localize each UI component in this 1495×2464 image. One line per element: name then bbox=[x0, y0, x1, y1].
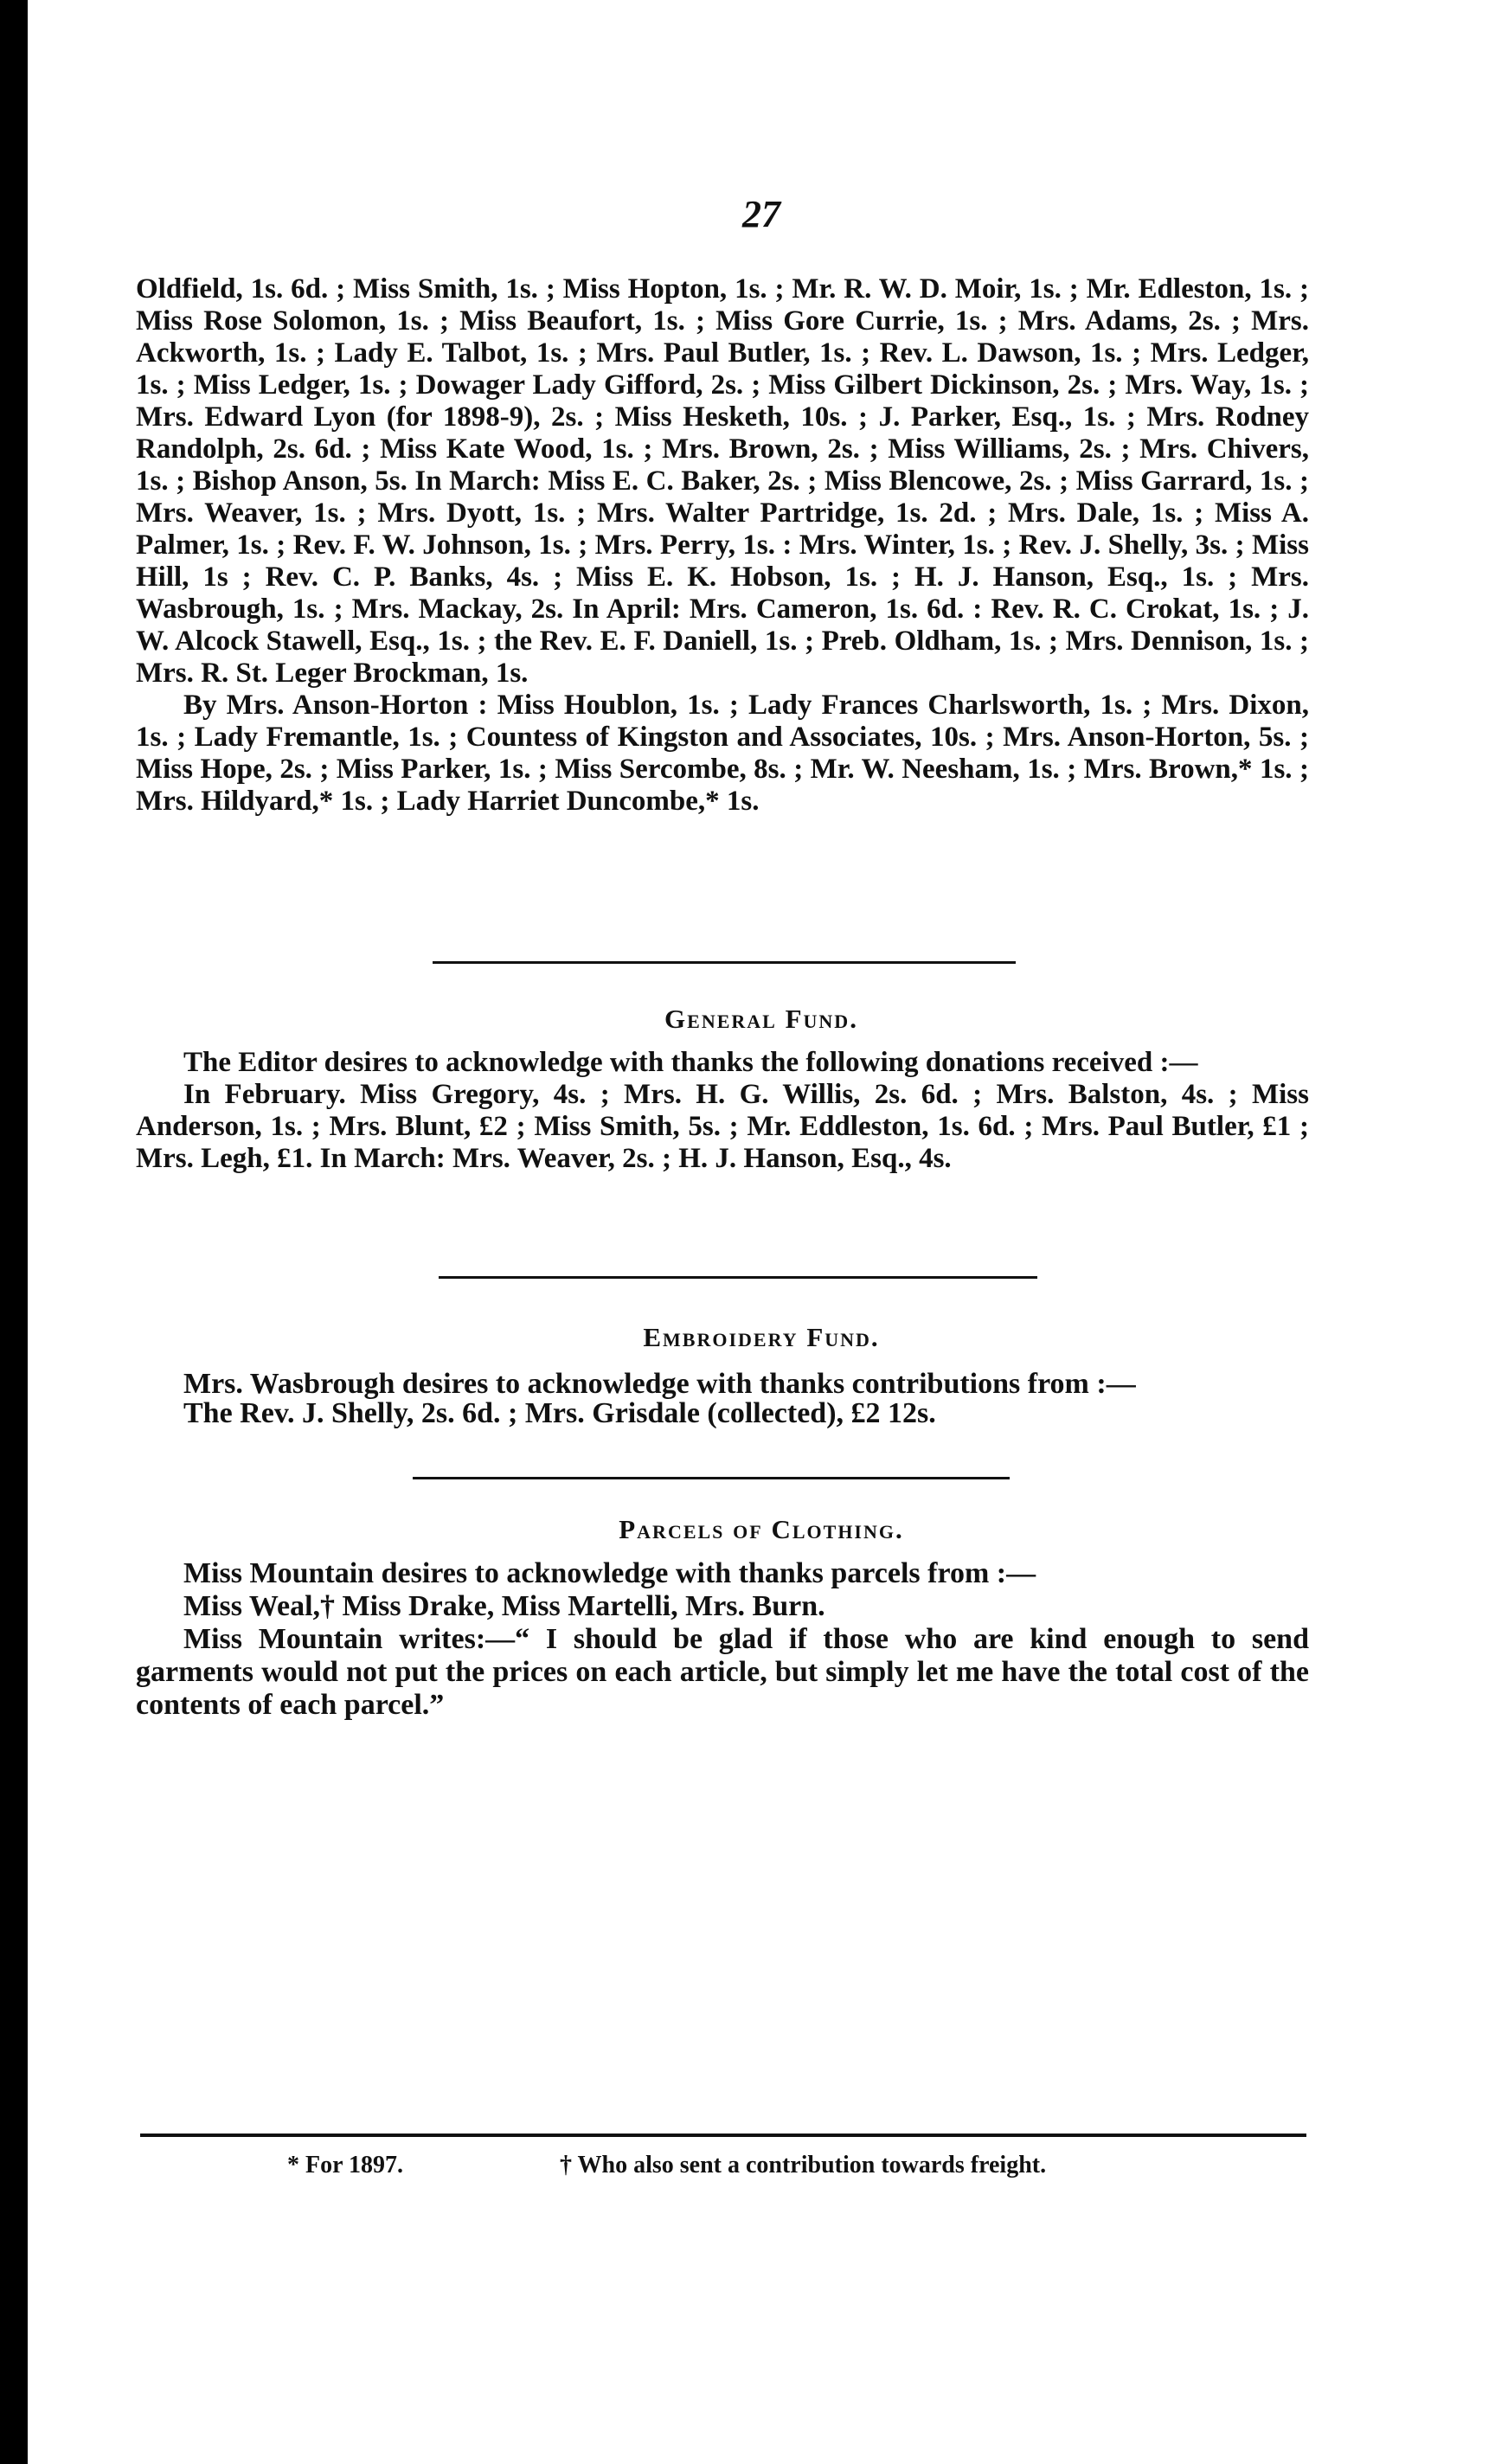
parcels-request: Miss Mountain writes:—“ I should be glad if those who are kind enough to send garments would not put the prices on each article, but simply let me have the total cost of the contents of each parcel.” bbox=[136, 1623, 1309, 1721]
footnote-rule bbox=[140, 2134, 1306, 2137]
general-fund-intro: The Editor desires to acknowledge with thanks the following donations received :— bbox=[183, 1047, 1198, 1078]
embroidery-fund-line: Mrs. Wasbrough desires to acknowledge with thanks contributions from :— bbox=[183, 1368, 1136, 1400]
general-fund-heading: General Fund. bbox=[664, 1004, 858, 1034]
section-divider bbox=[433, 961, 1016, 964]
general-fund-donations: In February. Miss Gregory, 4s. ; Mrs. H. G. Willis, 2s. 6d. ; Mrs. Balston, 4s. ; Miss Anderson, 1s. ; Mrs. Blunt, £2 ; Miss Smith, 5s. ; Mr. Eddleston, 1s. 6d. ; Mrs. Paul Butler, £1 ; Mrs. Legh, £1. In March: Mrs. Weaver, 2s. ; H. J. Hanson, Esq., 4s. bbox=[136, 1079, 1309, 1174]
section-divider bbox=[413, 1477, 1010, 1479]
anson-horton-paragraph: By Mrs. Anson-Horton : Miss Houblon, 1s. ; Lady Frances Charlsworth, 1s. ; Mrs. Dixon, 1s. ; Lady Fremantle, 1s. ; Countess of Kingston and Associates, 10s. ; Mrs. Anson-Horton, 5s. ; Miss Hope, 2s. ; Miss Parker, 1s. ; Miss Sercombe, 8s. ; Mr. W. Neesham, 1s. ; Mrs. Brown,* 1s. ; Mrs. Hildyard,* 1s. ; Lady Harriet Duncombe,* 1s. bbox=[136, 690, 1309, 817]
subscription-paragraph: Oldfield, 1s. 6d. ; Miss Smith, 1s. ; Miss Hopton, 1s. ; Mr. R. W. D. Moir, 1s. ; Mr. Edleston, 1s. ; Miss Rose Solomon, 1s. ; Miss Beaufort, 1s. ; Miss Gore Currie, 1s. ; Mrs. Adams, 2s. ; Mrs. Ackworth, 1s. ; Lady E. Talbot, 1s. ; Mrs. Paul Butler, 1s. ; Rev. L. Dawson, 1s. ; Mrs. Ledger, 1s. ; Miss Ledger, 1s. ; Dowager Lady Gifford, 2s. ; Miss Gilbert Dickinson, 2s. ; Mrs. Way, 1s. ; Mrs. Edward Lyon (for 1898-9), 2s. ; Miss Hesketh, 10s. ; J. Parker, Esq., 1s. ; Mrs. Rodney Randolph, 2s. 6d. ; Miss Kate Wood, 1s. ; Mrs. Brown, 2s. ; Miss Williams, 2s. ; Mrs. Chivers, 1s. ; Bishop Anson, 5s. In March: Miss E. C. Baker, 2s. ; Miss Blencowe, 2s. ; Miss Garrard, 1s. ; Mrs. Weaver, 1s. ; Mrs. Dyott, 1s. ; Mrs. Walter Partridge, 1s. 2d. ; Mrs. Dale, 1s. ; Miss A. Palmer, 1s. ; Rev. F. W. Johnson, 1s. ; Mrs. Perry, 1s. : Mrs. Winter, 1s. ; Rev. J. Shelly, 3s. ; Miss Hill, 1s ; Rev. C. P. Banks, 4s. ; Miss E. K. Hobson, 1s. ; H. J. Hanson, Esq., 1s. ; Mrs. Wasbrough, 1s. ; Mrs. Mackay, 2s. In April: Mrs. Cameron, 1s. 6d. : Rev. R. C. Crokat, 1s. ; J. W. Alcock Stawell, Esq., 1s. ; the Rev. E. F. Daniell, 1s. ; Preb. Oldham, 1s. ; Mrs. Dennison, 1s. ; Mrs. R. St. Leger Brockman, 1s. bbox=[136, 273, 1309, 689]
page-number: 27 bbox=[742, 193, 780, 235]
embroidery-fund-heading: Embroidery Fund. bbox=[643, 1322, 880, 1352]
section-divider bbox=[439, 1276, 1037, 1279]
footnote-star: * For 1897. bbox=[287, 2152, 404, 2178]
document-page bbox=[28, 0, 1495, 2464]
subscription-list bbox=[136, 273, 1309, 818]
parcels-line: Miss Mountain desires to acknowledge with thanks parcels from :— bbox=[183, 1557, 1036, 1589]
embroidery-fund-contributors: The Rev. J. Shelly, 2s. 6d. ; Mrs. Grisdale (collected), £2 12s. bbox=[183, 1397, 936, 1429]
parcels-senders: Miss Weal,† Miss Drake, Miss Martelli, Mrs. Burn. bbox=[183, 1590, 825, 1622]
footnote-dagger: † Who also sent a contribution towards freight. bbox=[560, 2152, 1047, 2178]
parcels-section bbox=[136, 1557, 1309, 1722]
embroidery-fund-section bbox=[136, 1370, 1309, 1428]
parcels-heading: Parcels of Clothing. bbox=[619, 1514, 904, 1544]
general-fund-section bbox=[136, 1047, 1309, 1175]
